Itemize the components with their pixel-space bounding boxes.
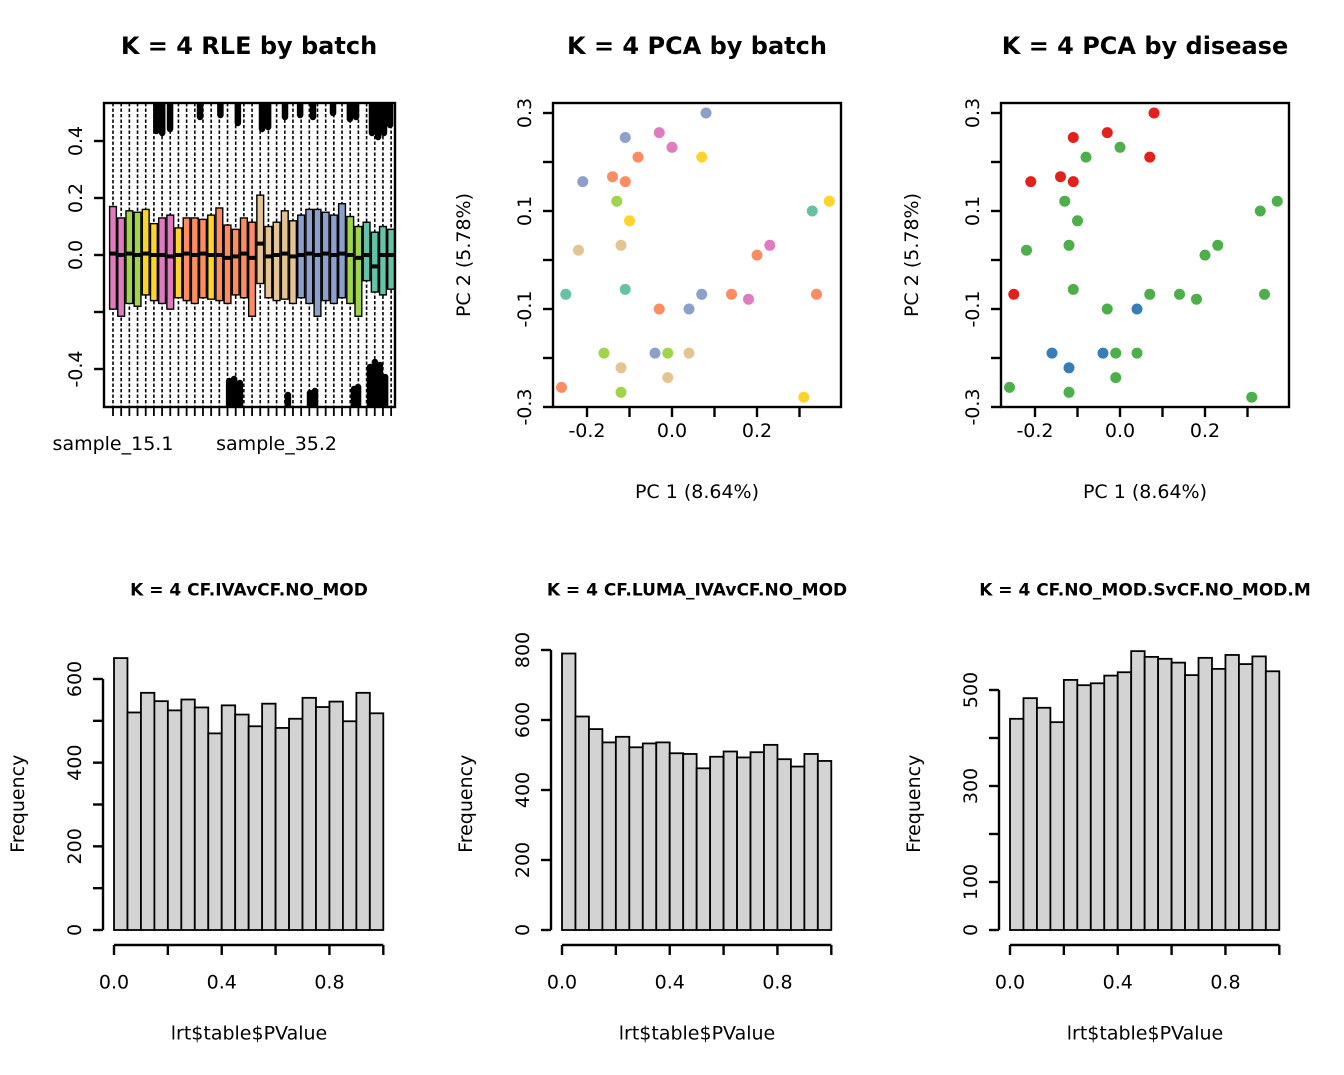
x-tick-label: -0.2 bbox=[1016, 420, 1054, 442]
y-tick-label: 0.3 bbox=[962, 97, 984, 129]
data-point-yellow bbox=[824, 196, 835, 207]
y-tick-label: -0.4 bbox=[65, 350, 87, 388]
hist-bar bbox=[316, 707, 329, 930]
hist-bar bbox=[1077, 685, 1090, 930]
x-tick-label: sample_35.2 bbox=[216, 433, 338, 455]
hist-bar bbox=[562, 654, 575, 931]
panel-title: K = 4 CF.NO_MOD.SvCF.NO_MOD.M bbox=[979, 580, 1311, 601]
hist-bar bbox=[683, 754, 696, 930]
y-tick-label: 200 bbox=[64, 828, 86, 865]
y-tick-label: 0 bbox=[512, 923, 534, 937]
hist-bar bbox=[370, 713, 383, 930]
box-green bbox=[126, 211, 133, 304]
box-tan bbox=[290, 221, 297, 304]
data-point-blue bbox=[577, 176, 588, 187]
box-orange bbox=[249, 222, 256, 316]
data-point-tan bbox=[616, 240, 627, 251]
hist-bar bbox=[1145, 657, 1158, 930]
box-green bbox=[134, 212, 141, 306]
x-tick-label: 0.8 bbox=[1210, 971, 1241, 994]
data-point-orange bbox=[811, 289, 822, 300]
box-green bbox=[347, 217, 354, 304]
data-point-red bbox=[1068, 132, 1079, 143]
box-pink bbox=[118, 218, 125, 316]
data-point-green bbox=[1059, 196, 1070, 207]
data-point-pink bbox=[654, 127, 665, 138]
data-point-orange bbox=[752, 250, 763, 261]
data-point-orange bbox=[654, 304, 665, 315]
data-point-pink bbox=[743, 294, 754, 305]
hist-bar bbox=[1252, 656, 1265, 930]
x-tick-label: 0.0 bbox=[98, 971, 130, 994]
data-point-pink bbox=[764, 240, 775, 251]
hist-bar bbox=[1023, 698, 1036, 930]
hist-bar bbox=[643, 743, 656, 930]
hist-bar bbox=[589, 729, 602, 930]
data-point-green bbox=[1110, 348, 1121, 359]
x-tick-label: -0.2 bbox=[568, 420, 606, 442]
hist-bar bbox=[1158, 659, 1171, 930]
data-point-red bbox=[1055, 171, 1066, 182]
x-axis-label: PC 1 (8.64%) bbox=[1082, 481, 1208, 503]
box-teal bbox=[388, 229, 395, 289]
data-point-yellow bbox=[798, 392, 809, 403]
y-tick-label: 100 bbox=[960, 863, 982, 901]
box-orange bbox=[183, 218, 190, 301]
x-tick-label: 0.2 bbox=[741, 420, 773, 442]
hist-bar bbox=[114, 658, 127, 930]
box-blue bbox=[314, 209, 321, 316]
data-point-green bbox=[662, 348, 673, 359]
box-teal bbox=[380, 227, 387, 295]
box-orange bbox=[224, 225, 231, 303]
x-tick-label: 0.4 bbox=[654, 971, 685, 994]
y-axis-label: PC 2 (5.78%) bbox=[453, 192, 475, 318]
x-axis-label: lrt$table$PValue bbox=[170, 1022, 328, 1045]
data-point-red bbox=[1008, 289, 1019, 300]
hist-bar bbox=[222, 705, 235, 930]
box-yellow bbox=[151, 224, 158, 301]
x-tick-label: 0.4 bbox=[206, 971, 237, 994]
hist-bar bbox=[1010, 719, 1023, 930]
data-point-teal bbox=[560, 289, 571, 300]
hist-bar bbox=[289, 719, 302, 930]
data-point-yellow bbox=[624, 215, 635, 226]
x-tick-label: 0.4 bbox=[1102, 971, 1133, 994]
hist-bar bbox=[737, 757, 750, 930]
panel-title: K = 4 RLE by batch bbox=[120, 32, 378, 60]
box-orange bbox=[191, 218, 198, 304]
data-point-green bbox=[1064, 240, 1075, 251]
data-point-green bbox=[1115, 142, 1126, 153]
data-point-green bbox=[1259, 289, 1270, 300]
y-tick-label: 0.4 bbox=[65, 125, 87, 157]
y-axis-label: Frequency bbox=[455, 754, 477, 853]
box-pink bbox=[110, 207, 117, 310]
data-point-blue bbox=[1047, 348, 1058, 359]
box-pink bbox=[159, 218, 166, 304]
y-tick-label: 0 bbox=[64, 923, 86, 937]
x-axis-label: lrt$table$PValue bbox=[618, 1022, 776, 1045]
data-point-green bbox=[1004, 382, 1015, 393]
y-tick-label: 300 bbox=[960, 767, 982, 805]
panel-title: K = 4 PCA by batch bbox=[567, 32, 827, 60]
box-tan bbox=[257, 195, 264, 283]
hist-bar bbox=[629, 747, 642, 930]
hist-bar bbox=[181, 700, 194, 930]
data-point-orange bbox=[726, 289, 737, 300]
x-tick-label: 0.2 bbox=[1189, 420, 1221, 442]
data-point-green bbox=[599, 348, 610, 359]
panel-title: K = 4 CF.IVAvCF.NO_MOD bbox=[130, 580, 368, 601]
hist-bar bbox=[1091, 683, 1104, 930]
data-point-red bbox=[1025, 176, 1036, 187]
hist-bar bbox=[235, 715, 248, 930]
x-axis-label: lrt$table$PValue bbox=[1066, 1022, 1224, 1045]
box-yellow bbox=[208, 215, 215, 299]
hist-bar bbox=[1037, 708, 1050, 930]
data-point-red bbox=[1144, 152, 1155, 163]
data-point-blue bbox=[696, 289, 707, 300]
x-tick-label: 0.0 bbox=[994, 971, 1026, 994]
data-point-teal bbox=[807, 206, 818, 217]
box-orange bbox=[200, 219, 207, 297]
y-tick-label: 0 bbox=[960, 923, 982, 937]
hist-bar bbox=[127, 712, 140, 930]
box-orange bbox=[232, 229, 239, 295]
panel-title: K = 4 PCA by disease bbox=[1001, 32, 1289, 60]
hist-bar bbox=[656, 742, 669, 930]
hist-bar bbox=[303, 698, 316, 930]
y-tick-label: 0.2 bbox=[65, 182, 87, 214]
data-point-green bbox=[1081, 152, 1092, 163]
data-point-tan bbox=[684, 348, 695, 359]
data-point-green bbox=[1246, 392, 1257, 403]
data-point-orange bbox=[620, 176, 631, 187]
data-point-green bbox=[1272, 196, 1283, 207]
data-point-red bbox=[1149, 108, 1160, 119]
y-tick-label: 200 bbox=[512, 841, 534, 879]
y-tick-label: 0.3 bbox=[514, 97, 536, 129]
y-axis-label: Frequency bbox=[903, 754, 925, 853]
y-axis-label: Frequency bbox=[7, 754, 29, 853]
hist-bar bbox=[724, 752, 737, 931]
hist-bar bbox=[1131, 651, 1144, 930]
hist-bar bbox=[602, 742, 615, 930]
y-tick-label: -0.1 bbox=[514, 290, 536, 328]
data-point-orange bbox=[556, 382, 567, 393]
hist-bar bbox=[1212, 669, 1225, 930]
panel-title: K = 4 CF.LUMA_IVAvCF.NO_MOD bbox=[546, 580, 848, 601]
data-point-red bbox=[1068, 176, 1079, 187]
data-point-blue bbox=[1098, 348, 1109, 359]
box-yellow bbox=[175, 228, 182, 298]
data-point-tan bbox=[662, 372, 673, 383]
x-tick-label: 0.0 bbox=[1104, 420, 1136, 442]
data-point-tan bbox=[616, 362, 627, 373]
box-green bbox=[355, 227, 362, 317]
data-point-blue bbox=[684, 304, 695, 315]
data-point-tan bbox=[573, 245, 584, 256]
y-tick-label: 0.0 bbox=[65, 239, 87, 271]
data-point-blue bbox=[701, 108, 712, 119]
box-blue bbox=[339, 204, 346, 298]
data-point-blue bbox=[650, 348, 661, 359]
hist-bar bbox=[777, 759, 790, 930]
y-tick-label: 500 bbox=[960, 671, 982, 709]
data-point-orange bbox=[633, 152, 644, 163]
hist-bar bbox=[804, 754, 817, 930]
hist-bar bbox=[1239, 664, 1252, 930]
box-tan bbox=[265, 227, 272, 298]
data-point-blue bbox=[1064, 362, 1075, 373]
hist-bar bbox=[195, 707, 208, 930]
y-tick-label: 400 bbox=[64, 744, 86, 781]
data-point-green bbox=[616, 387, 627, 398]
hist-bar bbox=[710, 757, 723, 930]
x-tick-label: sample_15.1 bbox=[52, 433, 174, 455]
data-point-green bbox=[1110, 372, 1121, 383]
data-point-green bbox=[1200, 250, 1211, 261]
y-axis-label: PC 2 (5.78%) bbox=[901, 192, 923, 318]
data-point-green bbox=[1068, 284, 1079, 295]
data-point-green bbox=[1255, 206, 1266, 217]
x-axis-label: PC 1 (8.64%) bbox=[634, 481, 760, 503]
hist-bar bbox=[154, 701, 167, 930]
data-point-blue bbox=[620, 132, 631, 143]
box-tan bbox=[273, 222, 280, 300]
hist-bar bbox=[1104, 676, 1117, 930]
hist-bar bbox=[141, 693, 154, 930]
hist-bar bbox=[1225, 655, 1238, 930]
box-teal bbox=[363, 222, 370, 280]
data-point-green bbox=[1064, 387, 1075, 398]
data-point-green bbox=[1102, 304, 1113, 315]
box-blue bbox=[306, 209, 313, 303]
hist-bar bbox=[764, 745, 777, 930]
box-orange bbox=[240, 218, 247, 298]
y-tick-label: 0.1 bbox=[962, 195, 984, 227]
hist-bar bbox=[1064, 680, 1077, 930]
data-point-green bbox=[1191, 294, 1202, 305]
data-point-green bbox=[1072, 215, 1083, 226]
hist-bar bbox=[208, 733, 221, 930]
y-tick-label: -0.3 bbox=[962, 388, 984, 426]
y-tick-label: 400 bbox=[512, 771, 534, 809]
y-tick-label: -0.3 bbox=[514, 388, 536, 426]
hist-bar bbox=[343, 721, 356, 930]
hist-bar bbox=[356, 693, 369, 930]
box-blue bbox=[322, 212, 329, 300]
box-teal bbox=[371, 232, 378, 292]
hist-bar bbox=[791, 767, 804, 930]
y-tick-label: 0.1 bbox=[514, 195, 536, 227]
hist-bar bbox=[249, 726, 262, 930]
y-tick-label: -0.1 bbox=[962, 290, 984, 328]
x-tick-label: 0.8 bbox=[314, 971, 345, 994]
data-point-red bbox=[1102, 127, 1113, 138]
hist-bar bbox=[168, 710, 181, 930]
box-blue bbox=[330, 215, 337, 303]
hist-bar bbox=[1199, 658, 1212, 930]
box-pink bbox=[167, 215, 174, 309]
data-point-green bbox=[1144, 289, 1155, 300]
y-tick-label: 800 bbox=[512, 631, 534, 669]
hist-bar bbox=[670, 753, 683, 930]
data-point-green bbox=[1132, 348, 1143, 359]
data-point-blue bbox=[1132, 304, 1143, 315]
hist-bar bbox=[1185, 675, 1198, 930]
x-tick-label: 0.0 bbox=[656, 420, 688, 442]
data-point-teal bbox=[620, 284, 631, 295]
hist-bar bbox=[262, 704, 275, 930]
x-tick-label: 0.8 bbox=[762, 971, 793, 994]
y-tick-label: 600 bbox=[512, 701, 534, 739]
data-point-orange bbox=[607, 171, 618, 182]
hist-bar bbox=[818, 761, 831, 930]
hist-bar bbox=[1118, 672, 1131, 930]
hist-bar bbox=[1050, 722, 1063, 930]
data-point-green bbox=[1021, 245, 1032, 256]
hist-bar bbox=[329, 702, 342, 930]
data-point-green bbox=[1174, 289, 1185, 300]
x-tick-label: 0.0 bbox=[546, 971, 578, 994]
y-tick-label: 600 bbox=[64, 660, 86, 698]
hist-bar bbox=[616, 737, 629, 930]
hist-bar bbox=[751, 752, 764, 930]
data-point-green bbox=[1212, 240, 1223, 251]
data-point-pink bbox=[667, 142, 678, 153]
hist-bar bbox=[1266, 671, 1279, 930]
hist-bar bbox=[1172, 663, 1185, 930]
hist-bar bbox=[276, 728, 289, 930]
data-point-yellow bbox=[696, 152, 707, 163]
data-point-green bbox=[611, 196, 622, 207]
hist-bar bbox=[575, 717, 588, 931]
hist-bar bbox=[697, 768, 710, 930]
